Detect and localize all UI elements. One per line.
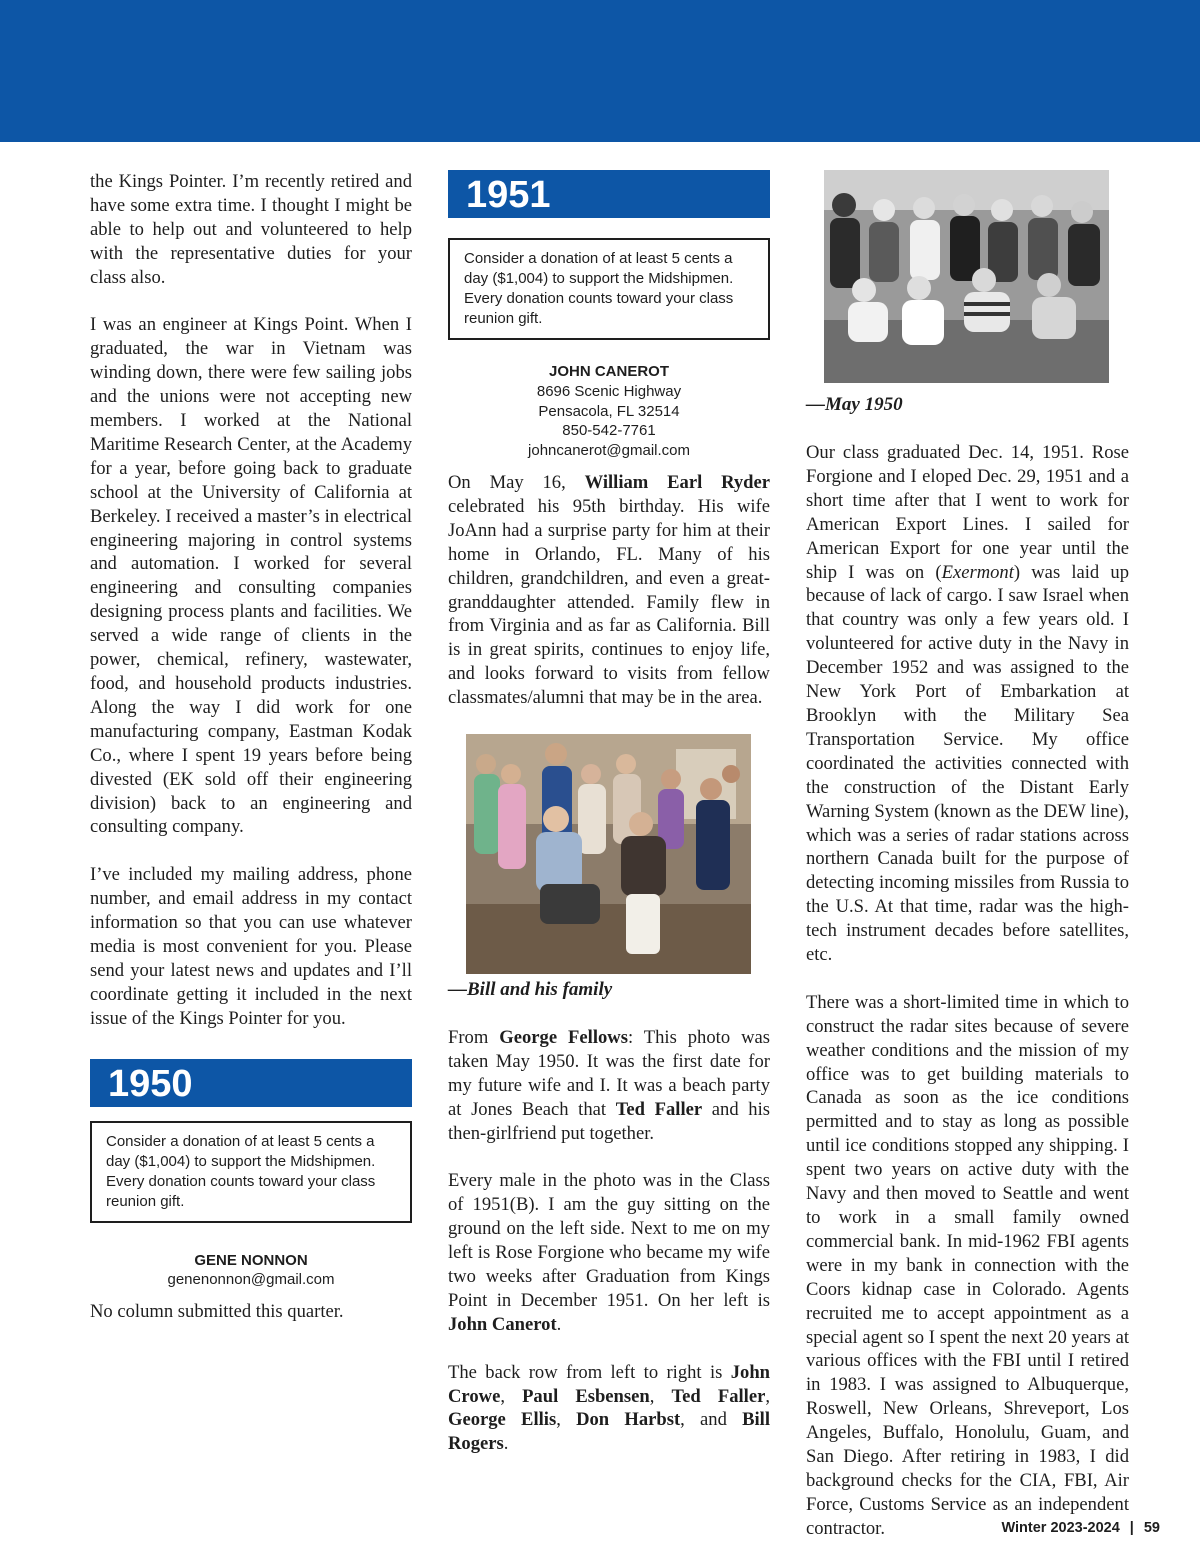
family-photo-caption: —Bill and his family [448, 978, 613, 1000]
contact-block-1950 [90, 1251, 412, 1291]
contact-phone: 850-542-7761 [562, 422, 656, 440]
col3-paragraph-1: Our class graduated Dec. 14, 1951. Rose Forgione and I eloped Dec. 29, 1951 and a short time after that I went to work for American Export Lines. I sailed for American Export for one year until the ship I was on (Exermont) was laid up because of lack of cargo. I saw Israel when that country was only a few years old. I volunteered for active duty in the Navy in December 1952 and was assigned to the New York Port of Embarkation at Brooklyn with the Military Sea Transportation Service. My office coordinated the activities connected with the construction of the Distant Early Warning System (known as the DEW line), which was a series of radar stations across northern Canada built for the purpose of detecting incoming missiles from Russia to the U.S. At that time, radar was the high-tech instrument decades before satellites, etc. [806, 442, 1130, 966]
col1-paragraph-3: I’ve included my mailing address, phone number, and email address in my contact information so that you can use whatever media is most convenient for you. Please send your latest news and updates and I’ll coordinate getting it included in the next issue of the Kings Pointer for you. [90, 864, 412, 1029]
class-1951-heading: 1951 [448, 170, 770, 218]
column-right [806, 170, 1129, 1541]
col3-paragraph-2: There was a short-limited time in which to construct the radar sites because of severe weather conditions and the mission of my office was to get building materials to Canada as soon as the ice conditions permitted and to stay as long as possible until ice conditions stopped any shipping. I spent two years on active duty with the Navy and then moved to Seattle and went to work in a small family owned commercial bank. In mid-1962 FBI agents were in my bank in connection with the Coors kidnap case in Colorado. Agents recruited me to accept appointment as a special agent so I spent the next 20 years at various offices with the FBI until I retired in 1983. I was assigned to Albuquerque, Roswell, New Orleans, Shreveport, Los Angeles, Buffalo, Honolulu, Guam, and San Diego. After retiring in 1983, I did background checks for the CIA, FBI, Air Force, Customs Service as an independent contractor. [806, 991, 1129, 1539]
footer-separator: | [1129, 1520, 1134, 1536]
contact-email[interactable]: johncanerot@gmail.com [528, 442, 690, 460]
column-middle [448, 170, 770, 1456]
page-number: 59 [1143, 1520, 1160, 1536]
col1-paragraph-1: the Kings Pointer. I’m recently retired and have some extra time. I thought I might be able to help out and volunteered to help with the representative duties for your class also. [90, 171, 412, 288]
class-1950-heading: 1950 [90, 1059, 412, 1107]
contact-street: 8696 Scenic Highway [536, 382, 682, 400]
contact-name: GENE NONNON [194, 1251, 308, 1269]
col2-paragraph-class: Every male in the photo was in the Class of 1951(B). I am the guy sitting on the ground on the left side. Next to me on my left is Rose Forgione who became my wife two weeks after Graduation from Kings Point in December 1951. On her left is John Canerot. [448, 1170, 770, 1335]
contact-email[interactable]: genenonnon@gmail.com [167, 1271, 335, 1289]
header-band [0, 0, 1200, 142]
beach-party-caption: —May 1950 [806, 394, 903, 415]
contact-name: JOHN CANEROT [548, 363, 669, 380]
beach-party-photo [824, 170, 1109, 383]
col2-paragraph-fellows: From George Fellows: This photo was taken May 1950. It was the first date for my future wife and I. It was a beach party at Jones Beach that Ted Faller and his then-girlfriend put together. [448, 1026, 770, 1144]
donation-box-1951: Consider a donation of at least 5 cents a day ($1,004) to support the Midshipmen. Every donation counts toward your class reunion gift. [448, 238, 770, 340]
col2-paragraph-backrow: The back row from left to right is John Crowe, Paul Esbensen, Ted Faller, George Ellis, Don Harbst, and Bill Rogers. [448, 1361, 771, 1455]
contact-block-1951 [448, 362, 770, 461]
col2-paragraph-birthday: On May 16, William Earl Ryder celebrated his 95th birthday. His wife JoAnn had a surprise party for him at their home in Orlando, FL. Many of his children, grandchildren, and even a great-granddaughter attended. Family flew in from Virginia and as far as California. Bill is in great spirits, continues to enjoy life, and looks forward to visits from fellow classmates/alumni that may be in the area. [448, 471, 770, 709]
page-footer [1001, 1520, 1160, 1536]
family-photo [466, 734, 751, 974]
column-left [90, 170, 412, 1324]
donation-box-1950: Consider a donation of at least 5 cents a day ($1,004) to support the Midshipmen. Every donation counts toward your class reunion gift. [90, 1121, 412, 1223]
contact-city: Pensacola, FL 32514 [538, 402, 680, 420]
col1-paragraph-4: No column submitted this quarter. [90, 1301, 344, 1323]
issue-label: Winter 2023-2024 [1001, 1520, 1120, 1536]
col1-paragraph-2: I was an engineer at Kings Point. When I graduated, the war in Vietnam was winding down, there were few sailing jobs and the unions were not accepting new members. I worked at the National Maritime Research Center, at the Academy for a year, before going back to graduate school at the University of California at Berkeley. I received a master’s in electrical engineering majoring in control systems and automation. I worked for several engineering and consulting companies designing process plants and facilities. We served a wide range of clients in the power, chemical, refinery, wastewater, food, and household products industries. Along the way I did work for one manufacturing company, Eastman Kodak Co., where I spent 19 years before being divested (EK sold off their engineering division) back to an engineering and consulting company. [90, 314, 412, 838]
